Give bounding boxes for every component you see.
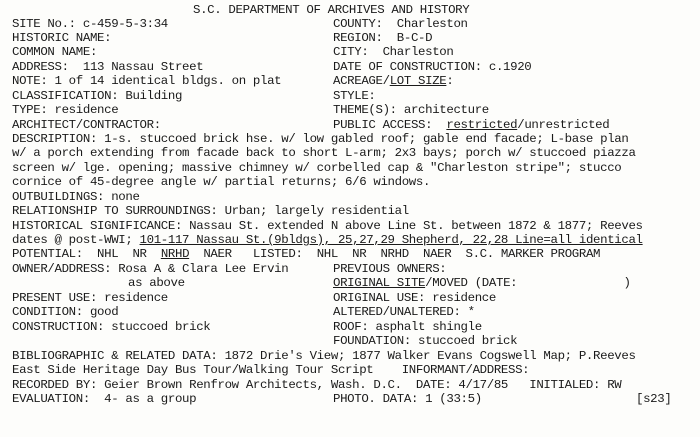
date-of-construction: DATE OF CONSTRUCTION: c.1920 bbox=[333, 60, 532, 74]
county: COUNTY: Charleston bbox=[333, 17, 468, 31]
potential-listed bbox=[12, 248, 600, 261]
relationship-to-surroundings: RELATIONSHIP TO SURROUNDINGS: Urban; largely residential bbox=[12, 204, 409, 218]
city: CITY: Charleston bbox=[333, 45, 454, 59]
site-number: SITE No.: c-459-5-3:34 bbox=[12, 17, 168, 31]
historical-significance: HISTORICAL SIGNIFICANCE: Nassau St. extended N above Line St. between 1872 & 1877; Reeves bbox=[12, 219, 643, 233]
altered-unaltered: ALTERED/UNALTERED: * bbox=[333, 305, 475, 319]
significance-dates: dates @ post-WWI; bbox=[12, 233, 140, 247]
identical-buildings-list: 101-117 Nassau St.(9bldgs), 25,27,29 Shepherd, 22,28 Line=all identical bbox=[139, 233, 643, 247]
historical-significance-continued bbox=[12, 234, 643, 247]
classification: CLASSIFICATION: Building bbox=[12, 89, 183, 103]
condition: CONDITION: good bbox=[12, 305, 119, 319]
type: TYPE: residence bbox=[12, 103, 119, 117]
description-line: screen w/ lge. opening; massive chimney w/ corbelled cap & "Charleston stripe"; stucco bbox=[12, 161, 622, 175]
present-use: PRESENT USE: residence bbox=[12, 291, 168, 305]
description-line: DESCRIPTION: 1-s. stuccoed brick hse. w/ low gabled roof; gable end facade; L-base plan bbox=[12, 132, 629, 146]
description-line: cornice of 45-degree angle w/ partial returns; 6/6 windows. bbox=[12, 175, 431, 189]
recorded-by: RECORDED BY: Geier Brown Renfrow Architects, Wash. D.C. DATE: 4/17/85 INITIALED: RW bbox=[12, 378, 622, 392]
owner-address: OWNER/ADDRESS: Rosa A & Clara Lee Ervin bbox=[12, 262, 289, 276]
region: REGION: B-C-D bbox=[333, 31, 433, 45]
original-site: ORIGINAL SITE bbox=[333, 276, 426, 290]
listed-options: NAER LISTED: NHL NR NRHD NAER S.C. MARKER PROGRAM bbox=[189, 247, 601, 261]
style: STYLE: bbox=[333, 89, 376, 103]
owner-as-above: as above bbox=[128, 276, 185, 290]
historic-name: HISTORIC NAME: bbox=[12, 31, 112, 45]
potential-nrhd: NRHD bbox=[160, 247, 190, 261]
acreage-label: ACREAGE/ bbox=[333, 74, 390, 88]
evaluation: EVALUATION: 4- as a group bbox=[12, 392, 197, 406]
architect-contractor: ARCHITECT/CONTRACTOR: bbox=[12, 118, 161, 132]
photo-data: PHOTO. DATA: 1 (33:5) bbox=[333, 392, 482, 406]
themes: THEME(S): architecture bbox=[333, 103, 489, 117]
public-access-label: PUBLIC ACCESS: bbox=[333, 118, 447, 132]
moved-date: /MOVED (DATE: ) bbox=[425, 276, 631, 290]
acreage-lot-size bbox=[333, 75, 453, 88]
bibliographic-data-continued: East Side Heritage Day Bus Tour/Walking Tour Script INFORMANT/ADDRESS: bbox=[12, 363, 530, 377]
original-site-moved bbox=[333, 277, 631, 290]
lot-size-label: LOT SIZE bbox=[389, 74, 447, 88]
public-access-unrestricted: /unrestricted bbox=[517, 118, 610, 132]
address: ADDRESS: 113 Nassau Street bbox=[12, 60, 204, 74]
previous-owners: PREVIOUS OWNERS: bbox=[333, 262, 447, 276]
common-name: COMMON NAME: bbox=[12, 45, 98, 59]
foundation: FOUNDATION: stuccoed brick bbox=[333, 334, 518, 348]
original-use: ORIGINAL USE: residence bbox=[333, 291, 496, 305]
note: NOTE: 1 of 14 identical bldgs. on plat bbox=[12, 74, 282, 88]
card-code: [s23] bbox=[636, 392, 672, 406]
roof: ROOF: asphalt shingle bbox=[333, 320, 482, 334]
outbuildings: OUTBUILDINGS: none bbox=[12, 190, 140, 204]
construction: CONSTRUCTION: stuccoed brick bbox=[12, 320, 211, 334]
bibliographic-data: BIBLIOGRAPHIC & RELATED DATA: 1872 Drie's View; 1877 Walker Evans Cogswell Map; P.Reeves bbox=[12, 349, 636, 363]
public-access bbox=[333, 119, 609, 132]
potential-label: POTENTIAL: NHL NR bbox=[12, 247, 161, 261]
card-title: S.C. DEPARTMENT OF ARCHIVES AND HISTORY bbox=[193, 3, 470, 17]
acreage-colon: : bbox=[446, 74, 454, 88]
description-line: w/ a porch extending from facade back to short L-arm; 2x3 bays; porch w/ stuccoed piazza bbox=[12, 146, 636, 160]
public-access-restricted: restricted bbox=[446, 118, 518, 132]
